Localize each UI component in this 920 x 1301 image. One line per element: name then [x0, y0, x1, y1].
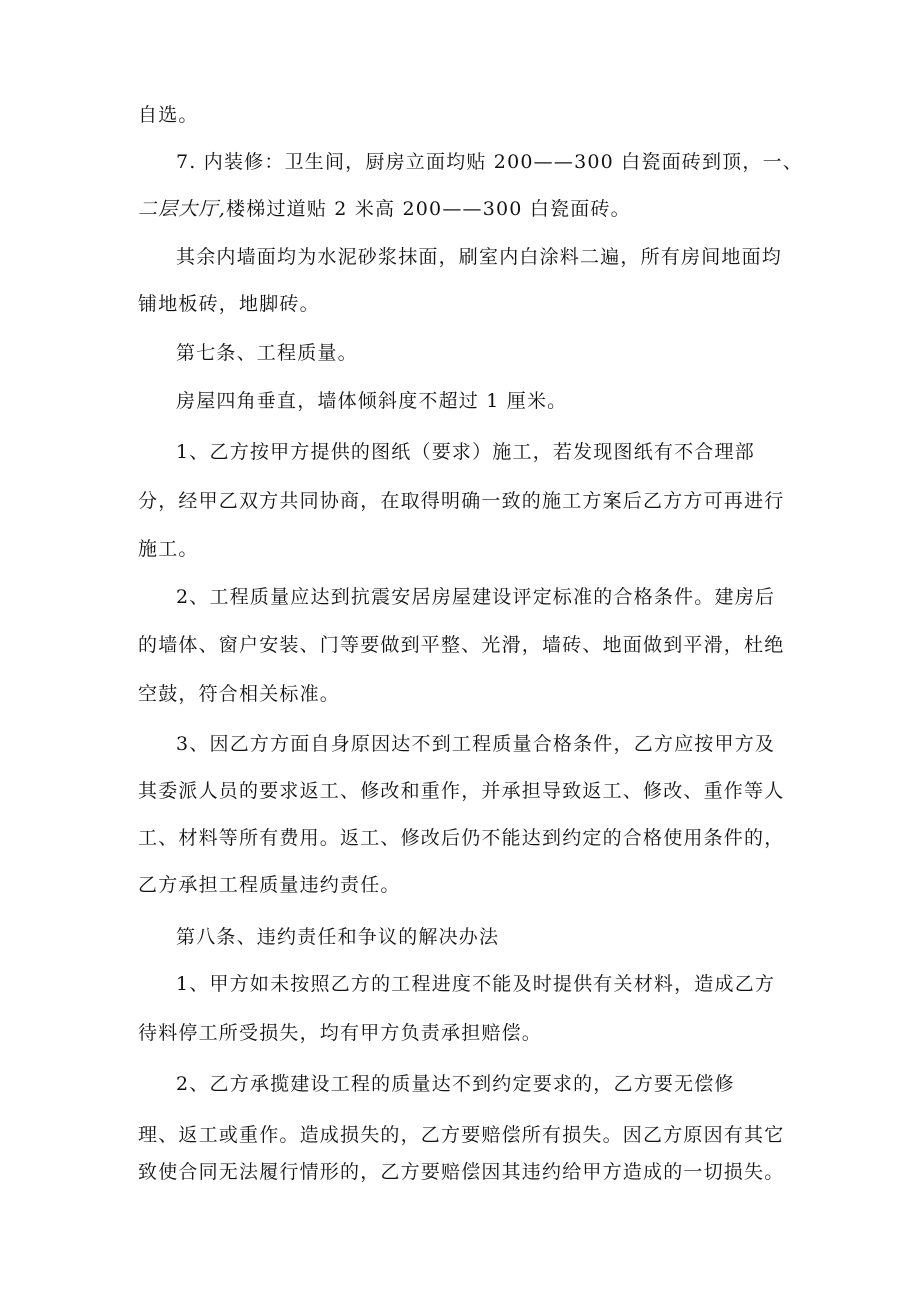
- text-line-item-7-cont: [138, 197, 631, 221]
- text-line-clause-3-cont-1: 其委派人员的要求返工、修改和重作，并承担导致返工、修改、重作等人: [138, 780, 785, 802]
- text-line-interior-walls-cont: 铺地板砖，地脚砖。: [138, 293, 320, 315]
- text-line-clause-2: 2、工程质量应达到抗震安居房屋建设评定标准的合格条件。建房后: [176, 586, 776, 608]
- text-line-liability-2-cont-1: 理、返工或重作。造成损失的，乙方要赔偿所有损失。因乙方原因有其它: [138, 1124, 785, 1146]
- text-line-liability-2: 2、乙方承揽建设工程的质量达不到约定要求的，乙方要无偿修: [176, 1073, 735, 1095]
- text-line-liability-2-cont-2: 致使合同无法履行情形的，乙方要赔偿因其违约给甲方造成的一切损失。: [138, 1161, 785, 1183]
- text-line-clause-3: 3、因乙方方面自身原因达不到工程质量合格条件，乙方应按甲方及: [176, 733, 776, 755]
- text-line-continuation: 自选。: [138, 104, 199, 126]
- text-line-verticality: 房屋四角垂直，墙体倾斜度不超过 1 厘米。: [176, 390, 568, 412]
- text-line-clause-1-cont-1: 分，经甲乙双方共同协商，在取得明确一致的施工方案后乙方方可再进行: [138, 490, 785, 512]
- text-line-clause-2-cont-1: 的墙体、窗户安装、门等要做到平整、光滑，墙砖、地面做到平滑，杜绝: [138, 634, 785, 656]
- text-line-interior-walls: 其余内墙面均为水泥砂浆抹面，刷室内白涂料二遍，所有房间地面均: [176, 246, 783, 268]
- section-heading-article-8: 第八条、违约责任和争议的解决办法: [176, 926, 500, 948]
- text-line-clause-3-cont-2: 工、材料等所有费用。返工、修改后仍不能达到约定的合格使用条件的，: [138, 827, 785, 849]
- text-line-item-7-rest: 楼梯过道贴 2 米高 200——300 白瓷面砖。: [226, 198, 631, 220]
- text-line-clause-1: 1、乙方按甲方提供的图纸（要求）施工，若发现图纸有不合理部: [176, 441, 755, 463]
- text-line-clause-2-cont-2: 空鼓，符合相关标准。: [138, 683, 341, 705]
- text-line-item-7: 7. 内装修：卫生间，厨房立面均贴 200——300 白瓷面砖到顶，一、: [176, 151, 803, 173]
- text-line-liability-1: 1、甲方如未按照乙方的工程进度不能及时提供有关材料，造成乙方: [176, 973, 776, 995]
- text-line-clause-3-cont-3: 乙方承担工程质量违约责任。: [138, 874, 401, 896]
- text-line-clause-1-cont-2: 施工。: [138, 538, 199, 560]
- text-line-liability-1-cont: 待料停工所受损失，均有甲方负责承担赔偿。: [138, 1022, 543, 1044]
- italic-text-hall: 二层大厅,: [138, 198, 227, 220]
- section-heading-article-7: 第七条、工程质量。: [176, 342, 358, 364]
